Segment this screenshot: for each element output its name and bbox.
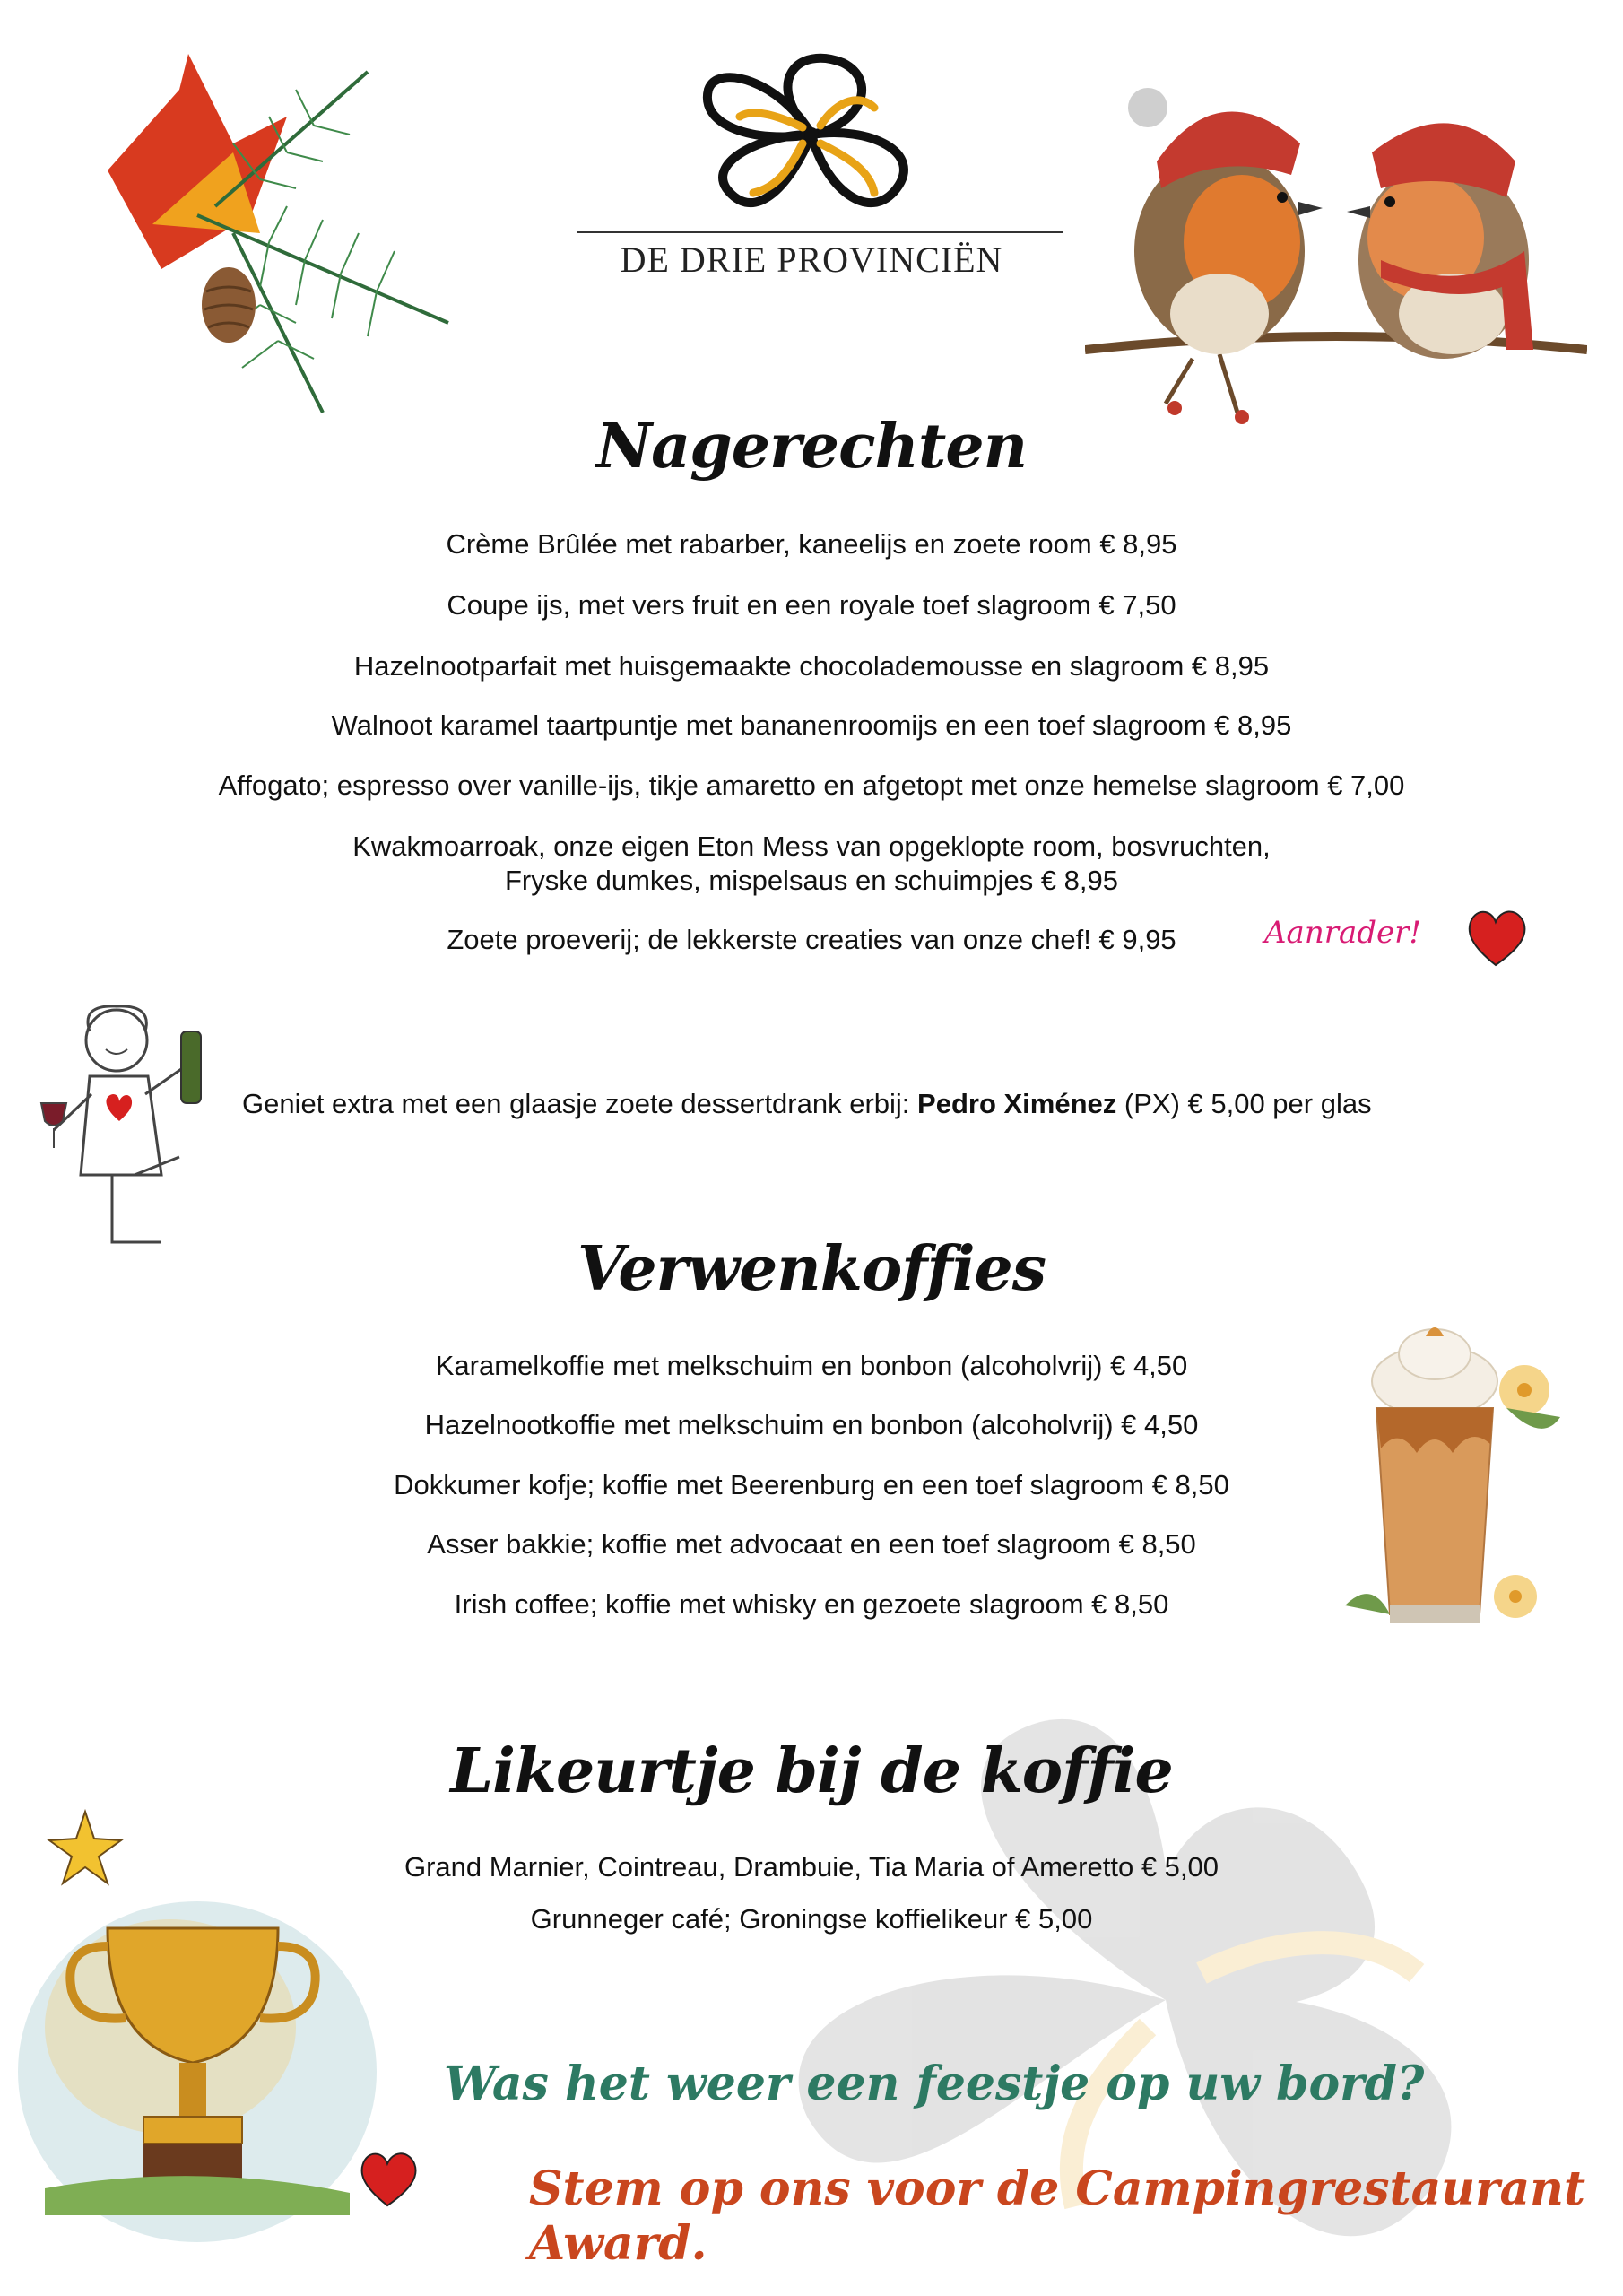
stick-figure-wine-illustration (27, 996, 233, 1256)
pine-branch-leaf-illustration (54, 36, 475, 430)
trophy-illustration (9, 1794, 404, 2260)
liqueur-item: Grand Marnier, Cointreau, Drambuie, Tia Maria of Ameretto € 5,00 (404, 1851, 1219, 1883)
dessert-item: Crème Brûlée met rabarber, kaneelijs en zoete room € 8,95 (446, 528, 1177, 560)
section-title-coffees: Verwenkoffies (577, 1233, 1046, 1305)
coffee-item: Karamelkoffie met melkschuim en bonbon (alcoholvrij) € 4,50 (435, 1350, 1188, 1381)
dessert-item: Fryske dumkes, mispelsaus en schuimpjes € 8,95 (504, 865, 1118, 896)
dessert-item: Kwakmoarroak, onze eigen Eton Mess van opgeklopte room, bosvruchten, (352, 831, 1271, 862)
recommend-label: Aanrader! (1264, 915, 1422, 951)
heart-icon (354, 2148, 421, 2211)
coffee-item: Hazelnootkoffie met melkschuim en bonbon (alcoholvrij) € 4,50 (424, 1409, 1199, 1440)
dessert-item: Coupe ijs, met vers fruit en een royale toef slagroom € 7,50 (447, 589, 1176, 621)
logo-divider-line (577, 231, 1063, 233)
dessert-wine-name: Pedro Ximénez (917, 1088, 1117, 1119)
robins-on-branch-illustration (1085, 54, 1587, 448)
dessert-wine-text: Geniet extra met een glaasje zoete dessertdrank erbij: (242, 1088, 918, 1119)
logo-flower-icon (690, 45, 933, 224)
heart-icon (1462, 906, 1530, 970)
dessert-item: Hazelnootparfait met huisgemaakte chocolademousse en slagroom € 8,95 (353, 650, 1270, 682)
coffee-item: Irish coffee; koffie met whisky en gezoete slagroom € 8,50 (454, 1588, 1169, 1620)
section-title-desserts: Nagerechten (595, 411, 1028, 483)
dessert-item: Zoete proeverij; de lekkerste creaties van onze chef! € 9,95 (447, 924, 1176, 955)
iced-coffee-glass-illustration (1336, 1318, 1578, 1641)
brand-name: DE DRIE PROVINCIËN (620, 239, 1003, 280)
footer-line-2: Stem op ons voor de Campingrestaurant Award. (529, 2161, 1585, 2271)
coffee-item: Dokkumer kofje; koffie met Beerenburg en een toef slagroom € 8,50 (394, 1469, 1229, 1500)
dessert-wine-price: (PX) € 5,00 per glas (1116, 1088, 1372, 1119)
coffee-item: Asser bakkie; koffie met advocaat en een toef slagroom € 8,50 (427, 1528, 1196, 1560)
dessert-item: Walnoot karamel taartpuntje met bananenroomijs en een toef slagroom € 8,95 (331, 709, 1292, 741)
footer-line-1: Was het weer een feestje op uw bord? (444, 2057, 1425, 2111)
dessert-item: Affogato; espresso over vanille-ijs, tikje amaretto en afgetopt met onze hemelse slagroom € 7,00 (218, 770, 1405, 801)
liqueur-item: Grunneger café; Groningse koffielikeur € 5,00 (530, 1903, 1093, 1935)
dessert-wine-line (242, 1087, 1569, 1121)
section-title-liqueurs: Likeurtje bij de koffie (450, 1735, 1173, 1807)
